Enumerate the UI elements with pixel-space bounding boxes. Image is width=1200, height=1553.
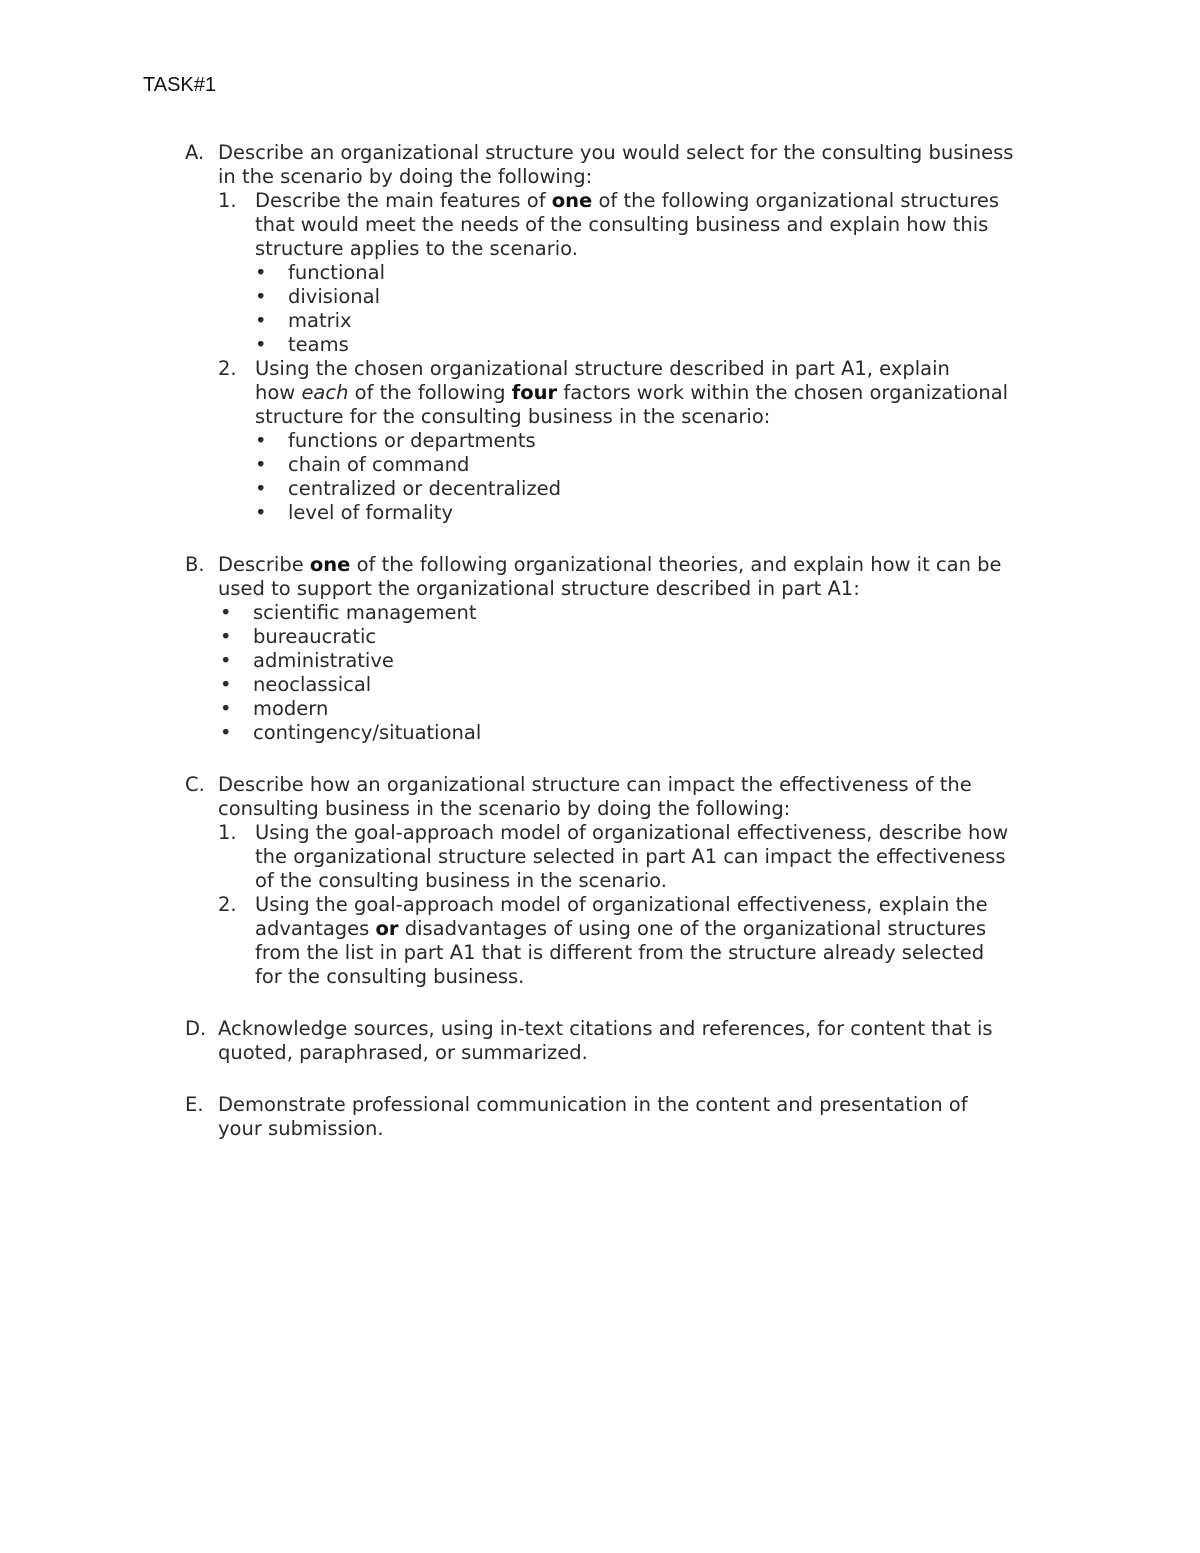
bullet-text: bureaucratic	[253, 625, 377, 648]
list-item	[220, 625, 1085, 649]
list-item	[220, 649, 1085, 673]
bullet-text: functions or departments	[288, 429, 536, 452]
section-text: your submission.	[218, 1117, 384, 1140]
section-text: in the scenario by doing the following:	[218, 165, 593, 188]
item-text: disadvantages of using one of the organizational structures	[398, 917, 987, 940]
bullet-icon: •	[255, 261, 267, 284]
bullet-icon: •	[255, 453, 267, 476]
item-text: from the list in part A1 that is different from the structure already selected	[255, 941, 985, 964]
section-marker: D.	[185, 1017, 207, 1040]
item-text: Describe the main features of	[255, 189, 552, 212]
bullet-text: scientific management	[253, 601, 477, 624]
emphasis-text: one	[551, 189, 593, 212]
bullet-icon: •	[255, 501, 267, 524]
list-item	[220, 673, 1085, 697]
sub-item-a1	[185, 189, 1085, 261]
item-text: Using the goal-approach model of organizational effectiveness, describe how	[255, 821, 1009, 844]
list-item	[255, 429, 1085, 453]
bullet-icon: •	[255, 429, 267, 452]
list-item	[255, 477, 1085, 501]
list-item	[255, 309, 1085, 333]
item-text: factors work within the chosen organizational	[557, 381, 1009, 404]
section-marker: B.	[185, 553, 205, 576]
bullet-icon: •	[220, 697, 232, 720]
section-marker: E.	[185, 1093, 204, 1116]
sub-item-a2	[185, 357, 1085, 429]
section-text: Acknowledge sources, using in-text citations and references, for content that is	[218, 1017, 993, 1040]
item-text: how	[255, 381, 302, 404]
bullet-text: divisional	[288, 285, 380, 308]
item-text: Using the chosen organizational structure described in part A1, explain	[255, 357, 950, 380]
bullet-text: neoclassical	[253, 673, 372, 696]
emphasis-text: one	[309, 553, 351, 576]
item-text: of the consulting business in the scenario.	[255, 869, 667, 892]
bullet-text: level of formality	[288, 501, 453, 524]
section-d	[185, 1017, 1085, 1065]
list-item	[220, 697, 1085, 721]
list-item	[255, 285, 1085, 309]
list-item	[255, 261, 1085, 285]
bullet-text: administrative	[253, 649, 394, 672]
bullet-text: functional	[288, 261, 386, 284]
bullet-icon: •	[220, 601, 232, 624]
bullet-text: teams	[288, 333, 349, 356]
section-text: consulting business in the scenario by doing the following:	[218, 797, 791, 820]
task-content	[185, 141, 1085, 1169]
list-item	[255, 333, 1085, 357]
list-item	[255, 453, 1085, 477]
bullet-text: matrix	[288, 309, 352, 332]
section-a	[185, 141, 1085, 525]
bullet-text: modern	[253, 697, 329, 720]
emphasis-text: or	[375, 917, 399, 940]
sub-item-c1	[185, 821, 1085, 893]
bullet-icon: •	[220, 649, 232, 672]
item-text: for the consulting business.	[255, 965, 525, 988]
bullet-icon: •	[255, 285, 267, 308]
section-text: Demonstrate professional communication in the content and presentation of	[218, 1093, 968, 1116]
item-marker: 1.	[218, 189, 237, 212]
item-text: of the following organizational structures	[592, 189, 1000, 212]
section-text: used to support the organizational structure described in part A1:	[218, 577, 860, 600]
emphasis-text: four	[511, 381, 558, 404]
item-text: the organizational structure selected in part A1 can impact the effectiveness	[255, 845, 1006, 868]
section-text: Describe	[218, 553, 310, 576]
bullet-text: centralized or decentralized	[288, 477, 561, 500]
section-marker: A.	[185, 141, 205, 164]
section-e	[185, 1093, 1085, 1141]
bullet-icon: •	[255, 477, 267, 500]
item-text: Using the goal-approach model of organizational effectiveness, explain the	[255, 893, 988, 916]
item-marker: 2.	[218, 893, 237, 916]
section-b	[185, 553, 1085, 745]
item-text: structure for the consulting business in the scenario:	[255, 405, 771, 428]
list-item	[220, 721, 1085, 745]
item-text: of the following	[348, 381, 512, 404]
section-text: Describe how an organizational structure can impact the effectiveness of the	[218, 773, 972, 796]
bullet-icon: •	[220, 673, 232, 696]
bullet-icon: •	[220, 721, 232, 744]
bullet-icon: •	[255, 309, 267, 332]
section-text: quoted, paraphrased, or summarized.	[218, 1041, 588, 1064]
task-title: TASK#1	[143, 74, 216, 96]
section-text: of the following organizational theories, and explain how it can be	[350, 553, 1002, 576]
section-c	[185, 773, 1085, 989]
section-text: Describe an organizational structure you would select for the consulting business	[218, 141, 1014, 164]
item-text: that would meet the needs of the consulting business and explain how this	[255, 213, 989, 236]
bullet-list	[185, 261, 1085, 357]
list-item	[255, 501, 1085, 525]
bullet-icon: •	[255, 333, 267, 356]
item-marker: 2.	[218, 357, 237, 380]
bullet-text: chain of command	[288, 453, 470, 476]
sub-item-c2	[185, 893, 1085, 989]
section-marker: C.	[185, 773, 205, 796]
list-item	[220, 601, 1085, 625]
item-marker: 1.	[218, 821, 237, 844]
bullet-text: contingency/situational	[253, 721, 482, 744]
emphasis-text: each	[301, 381, 349, 404]
item-text: structure applies to the scenario.	[255, 237, 578, 260]
bullet-list	[185, 429, 1085, 525]
bullet-list	[185, 601, 1085, 745]
bullet-icon: •	[220, 625, 232, 648]
item-text: advantages	[255, 917, 376, 940]
